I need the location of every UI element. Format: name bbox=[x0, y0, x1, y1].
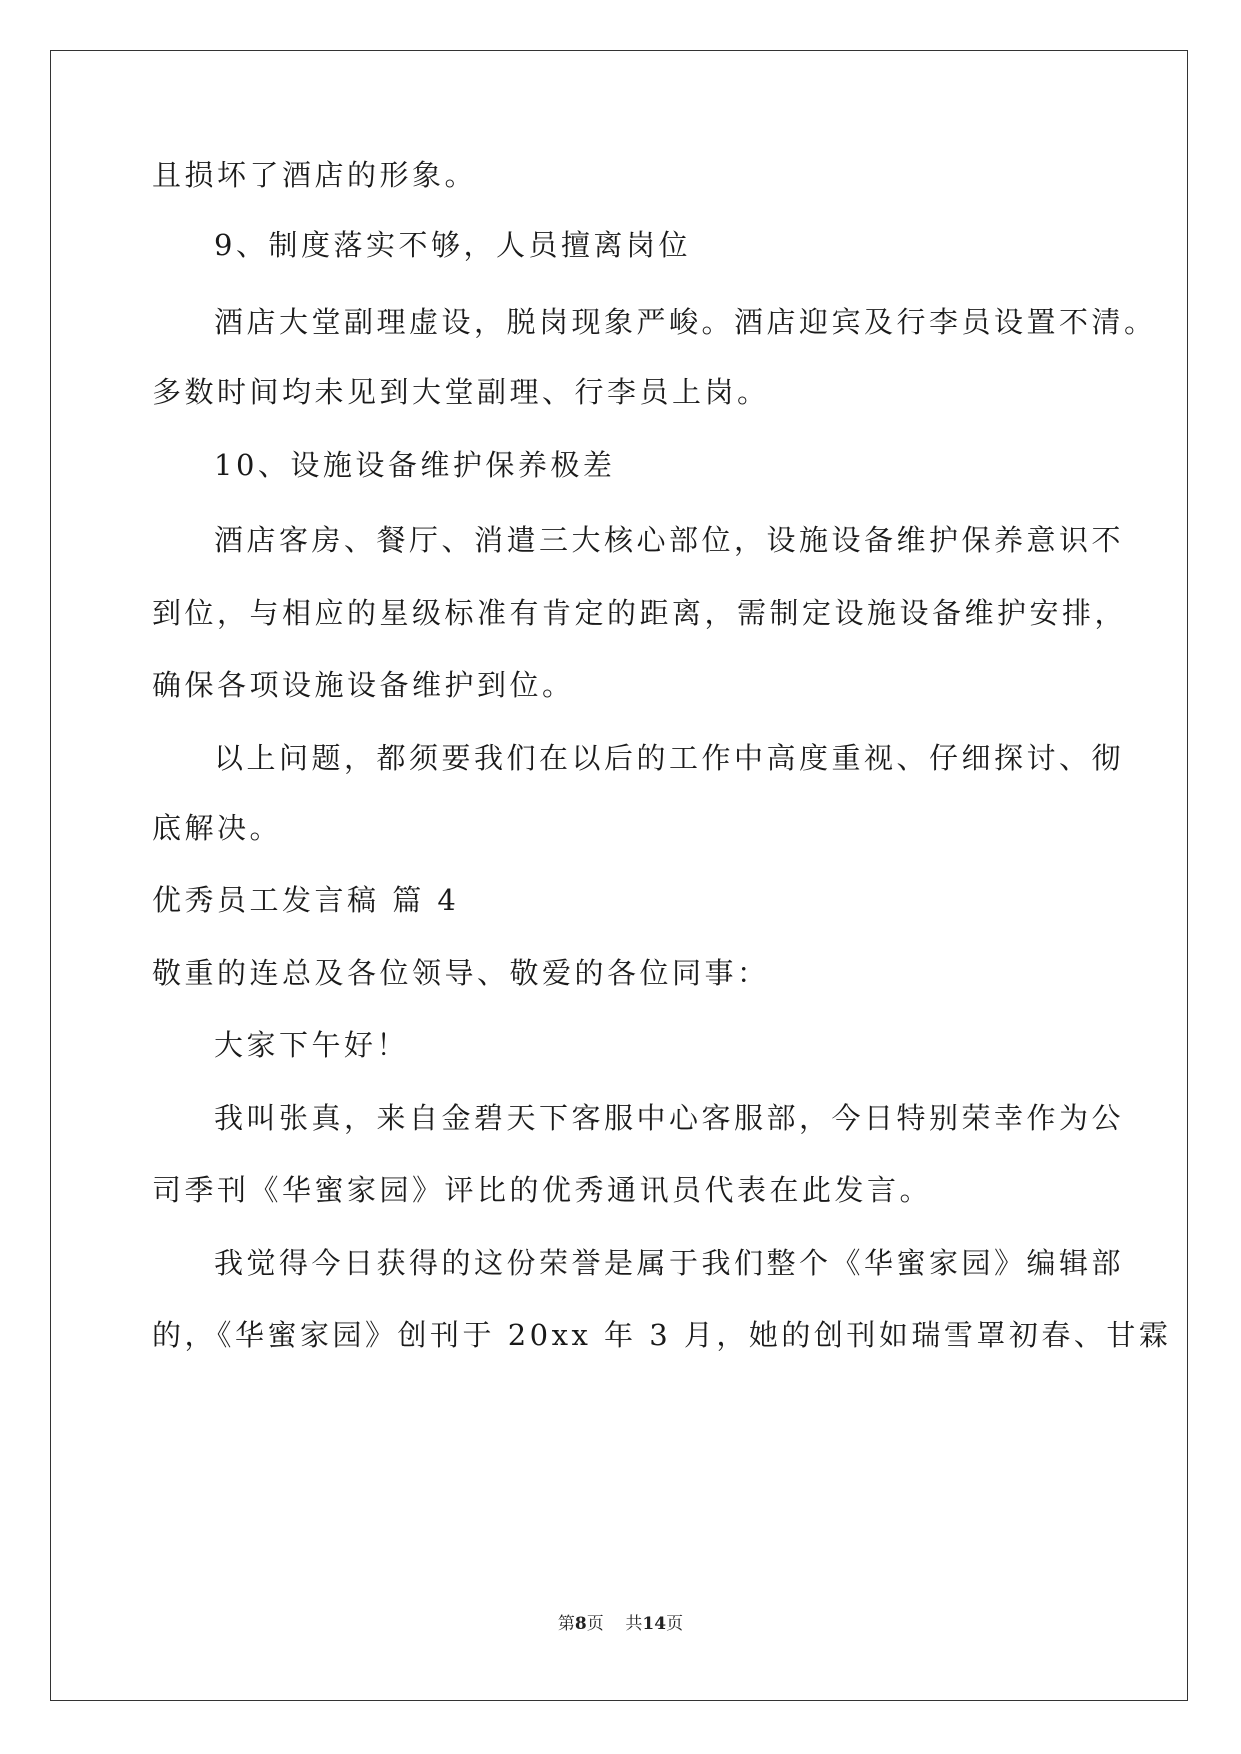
text-line: 确保各项设施设备维护到位。 bbox=[152, 668, 575, 702]
total-suffix: 页 bbox=[666, 1614, 684, 1634]
page-number: 8 bbox=[574, 1614, 587, 1634]
greeting: 大家下午好！ bbox=[214, 1028, 410, 1062]
salutation: 敬重的连总及各位领导、敬爱的各位同事： bbox=[152, 956, 770, 990]
page-suffix: 页 bbox=[586, 1614, 604, 1634]
article-title: 优秀员工发言稿 篇 4 bbox=[152, 883, 460, 917]
text-line: 多数时间均未见到大堂副理、行李员上岗。 bbox=[152, 375, 770, 409]
total-prefix: 共 bbox=[625, 1614, 643, 1634]
text-line: 酒店大堂副理虚设，脱岗现象严峻。酒店迎宾及行李员设置不清。 bbox=[214, 305, 1157, 339]
text-line: 底解决。 bbox=[152, 811, 283, 845]
text-line: 以上问题，都须要我们在以后的工作中高度重视、仔细探讨、彻 bbox=[214, 741, 1125, 775]
section-heading: 10、设施设备维护保养极差 bbox=[214, 448, 616, 482]
text-line: 且损坏了酒店的形象。 bbox=[152, 158, 478, 192]
text-line: 我叫张真，来自金碧天下客服中心客服部，今日特别荣幸作为公 bbox=[214, 1101, 1125, 1135]
page-footer bbox=[0, 1612, 1241, 1636]
text-line: 酒店客房、餐厅、消遣三大核心部位，设施设备维护保养意识不 bbox=[214, 523, 1125, 557]
page-border bbox=[50, 50, 1188, 1701]
text-line: 司季刊《华蜜家园》评比的优秀通讯员代表在此发言。 bbox=[152, 1173, 933, 1207]
text-line: 的，《华蜜家园》创刊于 20xx 年 3 月，她的创刊如瑞雪罩初春、甘霖 bbox=[152, 1318, 1172, 1352]
page-prefix: 第 bbox=[557, 1614, 575, 1634]
text-line: 到位，与相应的星级标准有肯定的距离，需制定设施设备维护安排， bbox=[152, 596, 1128, 630]
total-pages: 14 bbox=[642, 1614, 667, 1634]
section-heading: 9、制度落实不够，人员擅离岗位 bbox=[214, 228, 691, 262]
text-line: 我觉得今日获得的这份荣誉是属于我们整个《华蜜家园》编辑部 bbox=[214, 1246, 1125, 1280]
